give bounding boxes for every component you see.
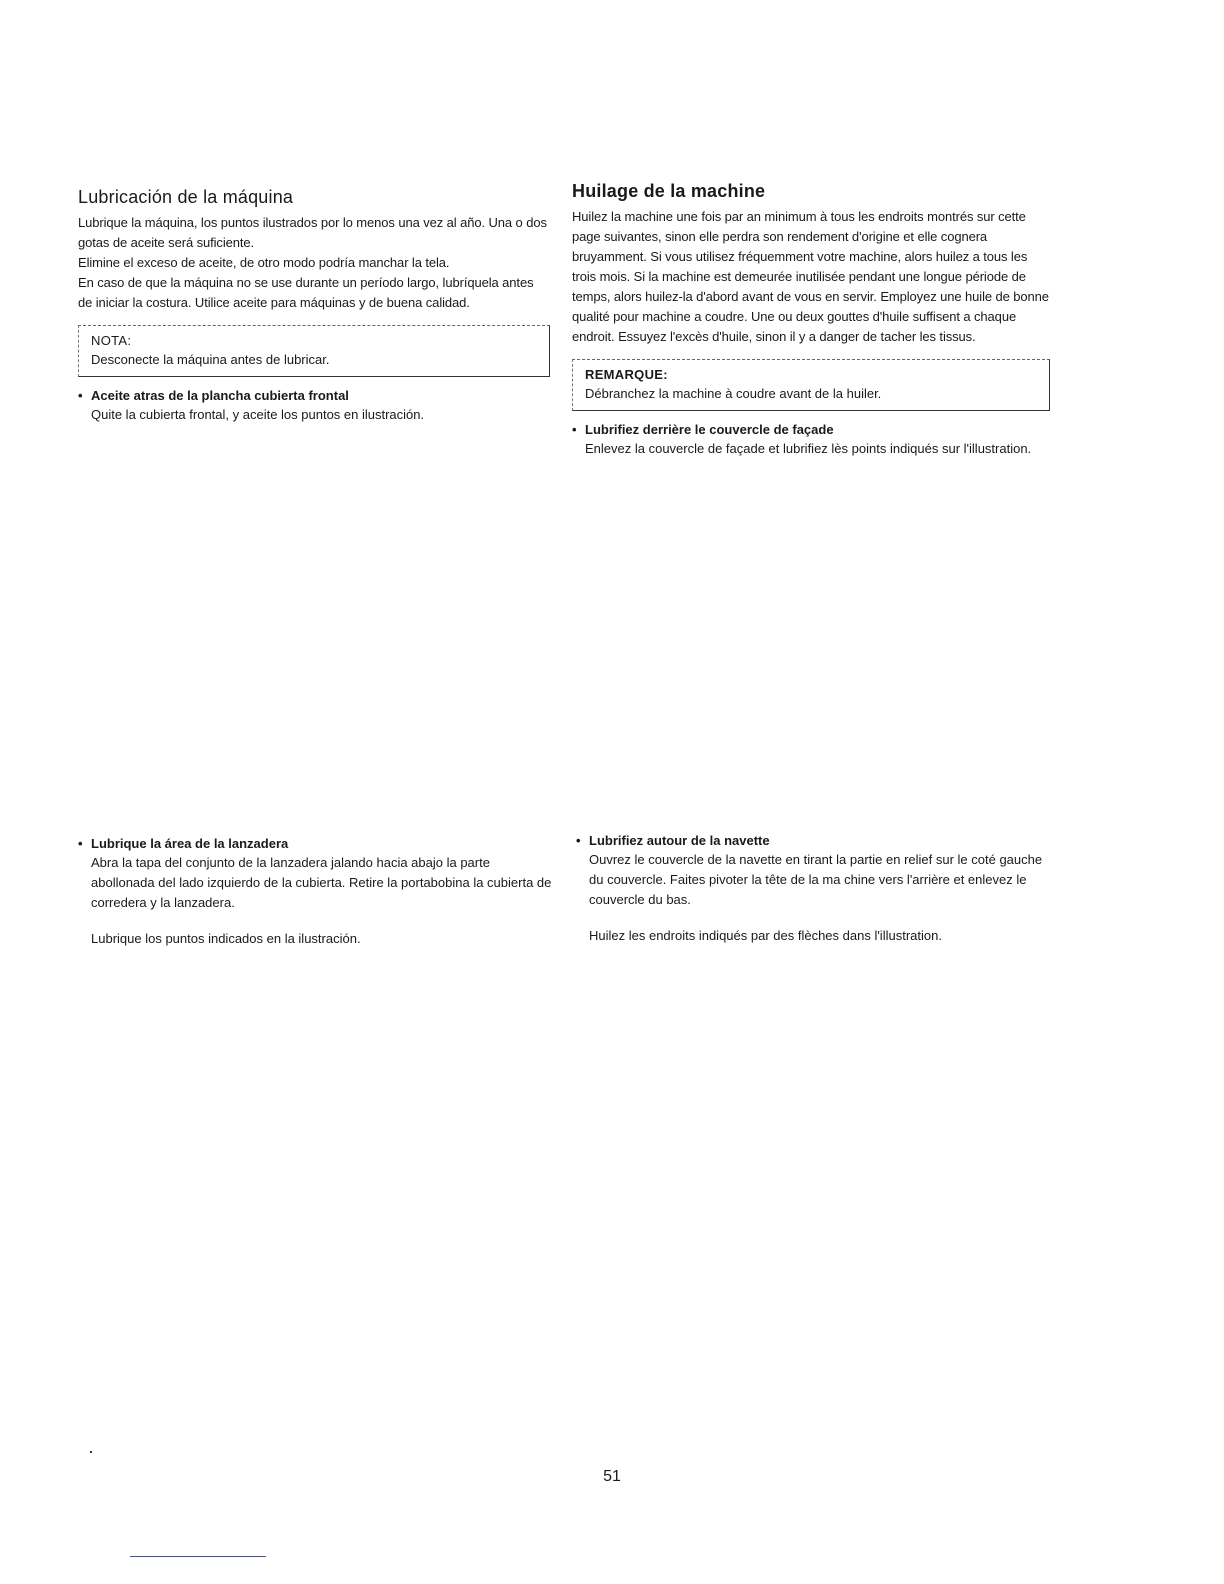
spanish-note-box <box>78 325 550 377</box>
french-bullet2-text2: Huilez les endroits indiqués par des flèches dans l'illustration. <box>589 928 942 943</box>
spanish-bullet-shuttle <box>78 835 553 949</box>
french-bullet-front-cover <box>572 421 1050 459</box>
french-bullet1-text: Enlevez la couvercle de façade et lubrifiez lès points indiqués sur l'illustration. <box>585 441 1032 456</box>
spanish-bullet2-text: Abra la tapa del conjunto de la lanzadera jalando hacia abajo la parte abollonada del lado izquierdo de la cubierta. Retire la portabobina la cubierta de corredera y la lanzadera. <box>91 855 552 910</box>
spanish-bullet2-text2: Lubrique los puntos indicados en la ilustración. <box>91 931 361 946</box>
page-number: 51 <box>603 1468 621 1485</box>
french-bullet1-title: Lubrifiez derrière le couvercle de façade <box>585 422 834 437</box>
spanish-note-title: NOTA: <box>91 333 132 348</box>
scan-speck <box>90 1451 92 1453</box>
french-section-title: Huilage de la machine <box>572 181 766 201</box>
spanish-lubrication-section <box>78 187 550 425</box>
french-lubrication-section <box>572 181 1050 459</box>
bullet-icon: • <box>576 833 581 848</box>
spanish-section-title: Lubricación de la máquina <box>78 187 294 207</box>
spanish-bullet-front-cover <box>78 387 550 425</box>
french-paragraph: Huilez la machine une fois par an minimum à tous les endroits montrés sur cette page suivantes, sinon elle perdra son rendement d'origine et elle cognera bruyamment. Si vous utilisez fréquemment votre machine, alors huilez a tous les trois mois. Si la machine est demeurée inutilisée pendant une longue période de temps, alors huilez-la d'abord avant de vous en servir. Employez une huile de bonne qualité pour machine a coudre. Une ou deux gouttes d'huile suffisent a chaque endroit. Essuyez l'excès d'huile, sinon il y a danger de tacher les tissus. <box>572 209 1049 344</box>
french-bullet2-title: Lubrifiez autour de la navette <box>589 833 770 848</box>
bullet-icon: • <box>572 422 577 437</box>
french-shuttle-section <box>576 832 1046 946</box>
spanish-paragraph-3: En caso de que la máquina no se use durante un período largo, lubríquela antes de iniciar la costura. Utilice aceite para máquinas y de buena calidad. <box>78 275 534 310</box>
bullet-icon: • <box>78 388 83 403</box>
bullet-icon: • <box>78 836 83 851</box>
spanish-paragraph-1: Lubrique la máquina, los puntos ilustrados por lo menos una vez al año. Una o dos gotas de aceite será suficiente. <box>78 215 547 250</box>
french-bullet-shuttle <box>576 832 1046 946</box>
spanish-paragraph-2: Elimine el exceso de aceite, de otro modo podría manchar la tela. <box>78 255 450 270</box>
spanish-shuttle-section <box>78 835 553 949</box>
spanish-bullet1-title: Aceite atras de la plancha cubierta frontal <box>91 388 349 403</box>
spanish-note-text: Desconecte la máquina antes de lubricar. <box>91 352 330 367</box>
spanish-bullet1-text: Quite la cubierta frontal, y aceite los puntos en ilustración. <box>91 407 425 422</box>
spanish-bullet2-title: Lubrique la área de la lanzadera <box>91 836 289 851</box>
footer-rule <box>130 1556 266 1557</box>
french-bullet2-text: Ouvrez le couvercle de la navette en tirant la partie en relief sur le coté gauche du couvercle. Faites pivoter la tête de la ma chine vers l'arrière et enlevez le couvercle du bas. <box>589 852 1043 907</box>
french-note-title: REMARQUE: <box>585 367 668 382</box>
french-note-text: Débranchez la machine à coudre avant de la huiler. <box>585 386 882 401</box>
french-note-box <box>572 359 1050 411</box>
